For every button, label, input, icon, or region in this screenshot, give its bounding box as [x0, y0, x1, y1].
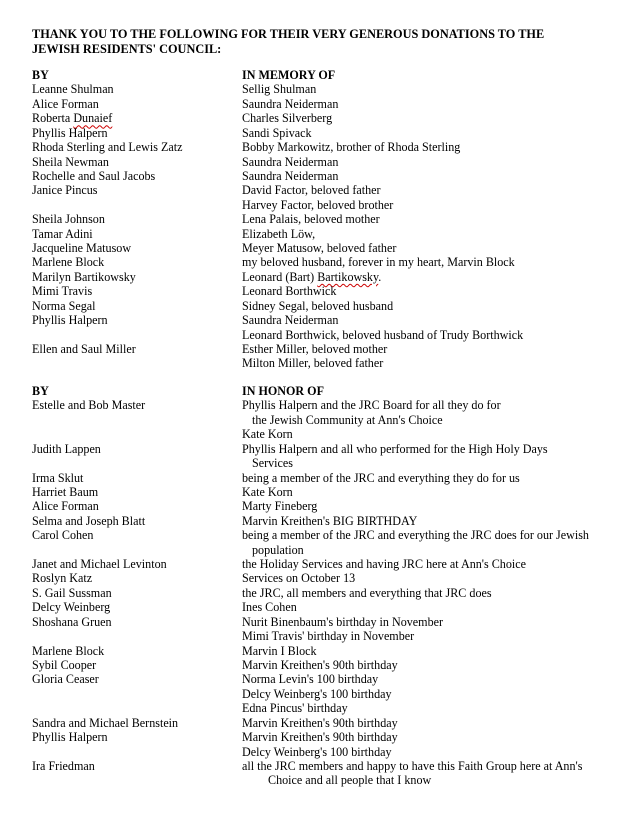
dedication-line: Leonard Borthwick [242, 284, 337, 299]
heading-line-1: THANK YOU TO THE FOLLOWING FOR THEIR VERY GENEROUS DONATIONS TO THE [32, 27, 545, 41]
donor-name: Alice Forman [32, 499, 99, 514]
donation-entry [32, 586, 612, 600]
donation-entry [32, 442, 612, 471]
donor-name: Marlene Block [32, 255, 105, 270]
donation-entry [32, 126, 612, 140]
donor-name: Carol Cohen [32, 528, 94, 543]
dedication-line: Charles Silverberg [242, 111, 333, 126]
dedication-line: Saundra Neiderman [242, 313, 339, 328]
dedication-line: Harvey Factor, beloved brother [242, 197, 394, 212]
dedication-line: Sandi Spivack [242, 125, 312, 140]
donation-entry [32, 514, 612, 528]
dedication-line: being a member of the JRC and everything they do for us [242, 470, 520, 485]
donor-name: Rhoda Sterling and Lewis Zatz [32, 140, 183, 155]
donor-name: S. Gail Sussman [32, 585, 112, 600]
dedication-line: all the JRC members and happy to have this Faith Group here at Ann's [242, 758, 583, 773]
dedication-line: Sellig Shulman [242, 82, 317, 97]
dedication-line: Sidney Segal, beloved husband [242, 298, 394, 313]
dedication-line: being a member of the JRC and everything the JRC does for our Jewish [242, 528, 589, 543]
donation-entry [32, 398, 612, 441]
heading-line-2: JEWISH RESIDENTS' COUNCIL: [32, 41, 222, 56]
donation-entry [32, 615, 612, 644]
dedication-line: Edna Pincus' birthday [242, 701, 348, 716]
donor-name: Selma and Joseph Blatt [32, 513, 146, 528]
dedication-line: Marvin Kreithen's BIG BIRTHDAY [242, 513, 418, 528]
dedication-line: Marvin Kreithen's 90th birthday [242, 658, 398, 673]
dedication-continuation [242, 456, 612, 470]
donation-entry [32, 342, 612, 371]
dedication-line: Lena Palais, beloved mother [242, 212, 380, 227]
donation-entry [32, 672, 612, 715]
dedication-line: Marvin I Block [242, 643, 317, 658]
dedication-continuation [242, 543, 612, 557]
donor-name: Janice Pincus [32, 183, 98, 198]
donor-name: Harriet Baum [32, 484, 99, 499]
dedication-line: Bobby Markowitz, brother of Rhoda Sterling [242, 140, 461, 155]
donation-entry [32, 499, 612, 513]
page-heading [32, 27, 602, 56]
donation-entry [32, 140, 612, 154]
donor-name: Jacqueline Matusow [32, 241, 132, 256]
memory-for-header: IN MEMORY OF [242, 68, 336, 82]
dedication-line: Marty Fineberg [242, 499, 318, 514]
donor-name: Sandra and Michael Bernstein [32, 715, 179, 730]
donor-name: Delcy Weinberg [32, 600, 111, 615]
donation-entry [32, 212, 612, 226]
donation-entry [32, 155, 612, 169]
dedication-line [242, 270, 612, 284]
dedication-line: the Holiday Services and having JRC here at Ann's Choice [242, 557, 526, 572]
donor-name: Phyllis Halpern [32, 730, 108, 745]
dedication-line: David Factor, beloved father [242, 183, 381, 198]
donation-entry [32, 759, 612, 788]
donation-entry [32, 716, 612, 730]
donation-entry [32, 255, 612, 269]
dedication-line: Saundra Neiderman [242, 168, 339, 183]
dedication-line: Norma Levin's 100 birthday [242, 672, 379, 687]
donor-name: Mimi Travis [32, 284, 93, 299]
dedication-continuation [242, 773, 612, 787]
in-honor-section [32, 384, 612, 788]
dedication-line: my beloved husband, forever in my heart, Marvin Block [242, 255, 515, 270]
donor-name: Shoshana Gruen [32, 614, 112, 629]
donation-entry [32, 528, 612, 557]
spellcheck-flagged-word: Bartikowsky [317, 269, 379, 284]
donation-entry [32, 284, 612, 298]
donor-name: Roslyn Katz [32, 571, 93, 586]
memory-by-header: BY [32, 68, 49, 82]
donor-name-part: Roberta [32, 111, 74, 126]
donation-entry [32, 571, 612, 585]
donation-entry [32, 183, 612, 212]
honor-for-header: IN HONOR OF [242, 384, 324, 398]
donation-entry [32, 313, 612, 342]
dedication-line: Delcy Weinberg's 100 birthday [242, 744, 392, 759]
dedication-line: Kate Korn [242, 484, 293, 499]
dedication-line: Elizabeth Löw, [242, 226, 316, 241]
dedication-line: Marvin Kreithen's 90th birthday [242, 730, 398, 745]
donor-name [32, 111, 112, 125]
donor-name: Ellen and Saul Miller [32, 342, 136, 357]
donor-name: Phyllis Halpern [32, 313, 108, 328]
dedication-line: Mimi Travis' birthday in November [242, 629, 415, 644]
donor-name: Irma Sklut [32, 470, 84, 485]
donation-entry [32, 485, 612, 499]
donation-entry [32, 658, 612, 672]
donation-entry [32, 82, 612, 96]
dedication-line: Services on October 13 [242, 571, 356, 586]
donor-name: Leanne Shulman [32, 82, 114, 97]
dedication-continuation [242, 413, 612, 427]
spellcheck-flagged-word: Dunaief [73, 111, 113, 126]
dedication-line: Esther Miller, beloved mother [242, 342, 388, 357]
donation-entry [32, 270, 612, 284]
dedication-line: Marvin Kreithen's 90th birthday [242, 715, 398, 730]
donor-name: Tamar Adini [32, 226, 93, 241]
donor-name: Sheila Johnson [32, 212, 105, 227]
dedication-line: Phyllis Halpern and the JRC Board for all they do for [242, 398, 501, 413]
memory-list [32, 82, 612, 370]
donor-name: Janet and Michael Levinton [32, 557, 167, 572]
dedication-part: Leonard (Bart) [242, 269, 318, 284]
memory-column-headers [32, 68, 612, 82]
donor-name: Norma Segal [32, 298, 96, 313]
donation-entry [32, 299, 612, 313]
donation-entry [32, 169, 612, 183]
donor-name: Estelle and Bob Master [32, 398, 146, 413]
honor-column-headers [32, 384, 612, 398]
dedication-line: Phyllis Halpern and all who performed for the High Holy Days [242, 441, 548, 456]
donation-entry [32, 111, 612, 125]
dedication-line: Saundra Neiderman [242, 154, 339, 169]
dedication-line: the JRC, all members and everything that JRC does [242, 585, 492, 600]
donation-entry [32, 97, 612, 111]
honor-list [32, 398, 612, 787]
donation-entry [32, 241, 612, 255]
dedication-part: . [378, 269, 382, 284]
donor-name: Gloria Ceaser [32, 672, 99, 687]
donor-name: Phyllis Halpern [32, 125, 108, 140]
dedication-line: Leonard Borthwick, beloved husband of Trudy Borthwick [242, 327, 524, 342]
dedication-continuation-text: population [252, 542, 304, 557]
donor-name: Marlene Block [32, 643, 105, 658]
donor-name: Rochelle and Saul Jacobs [32, 168, 156, 183]
dedication-continuation-text: Services [252, 456, 293, 471]
donation-entry [32, 730, 612, 759]
donor-name: Judith Lappen [32, 441, 101, 456]
dedication-line: Ines Cohen [242, 600, 297, 615]
dedication-line: Kate Korn [242, 427, 293, 442]
dedication-line: Delcy Weinberg's 100 birthday [242, 686, 392, 701]
donation-entry [32, 644, 612, 658]
donation-entry [32, 471, 612, 485]
dedication-line: Milton Miller, beloved father [242, 356, 384, 371]
dedication-line: Saundra Neiderman [242, 96, 339, 111]
honor-by-header: BY [32, 384, 49, 398]
dedication-continuation-text: the Jewish Community at Ann's Choice [252, 412, 443, 427]
donation-entry [32, 557, 612, 571]
donation-entry [32, 600, 612, 614]
donor-name: Alice Forman [32, 96, 99, 111]
donor-name: Ira Friedman [32, 758, 95, 773]
donor-name: Sybil Cooper [32, 658, 97, 673]
in-memory-section [32, 68, 612, 371]
donor-name: Marilyn Bartikowsky [32, 269, 136, 284]
donor-name: Sheila Newman [32, 154, 109, 169]
dedication-line: Nurit Binenbaum's birthday in November [242, 614, 444, 629]
donation-entry [32, 227, 612, 241]
dedication-line: Meyer Matusow, beloved father [242, 241, 397, 256]
dedication-continuation-text: Choice and all people that I know [268, 773, 432, 788]
